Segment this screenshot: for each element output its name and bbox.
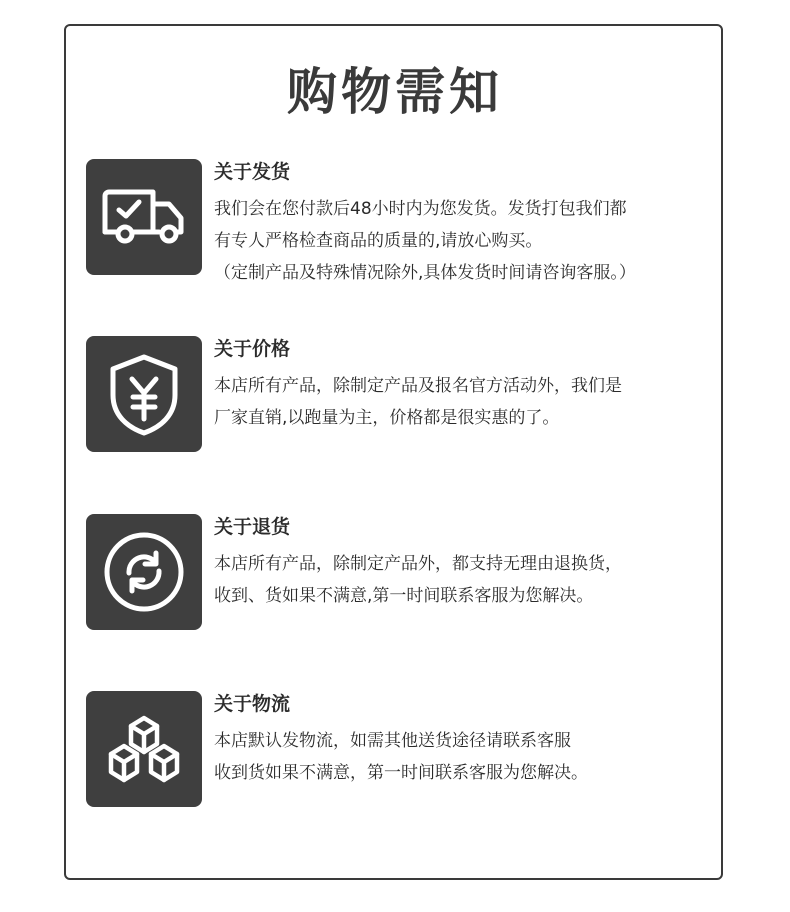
- section-logistics-text: [214, 691, 714, 789]
- page-title: 购物需知: [287, 63, 503, 121]
- section-heading: 关于物流: [214, 693, 291, 715]
- yen-shield-icon: [86, 336, 202, 452]
- section-line: 收到、货如果不满意,第一时间联系客服为您解决。: [214, 586, 594, 606]
- section-line: （定制产品及特殊情况除外,具体发货时间请咨询客服。）: [214, 263, 636, 283]
- delivery-truck-icon: [86, 159, 202, 275]
- section-line: 厂家直销,以跑量为主，价格都是很实惠的了。: [214, 408, 560, 428]
- section-line: 我们会在您付款后48小时内为您发货。发货打包我们都: [214, 199, 627, 219]
- section-heading: 关于退货: [214, 516, 291, 538]
- section-line: 本店默认发物流，如需其他送货途径请联系客服: [214, 731, 571, 751]
- section-line: 有专人严格检查商品的质量的,请放心购买。: [214, 231, 543, 251]
- refresh-cycle-icon: [86, 514, 202, 630]
- section-heading: 关于发货: [214, 161, 291, 183]
- stacked-boxes-icon: [86, 691, 202, 807]
- section-line: 收到货如果不满意，第一时间联系客服为您解决。: [214, 763, 588, 783]
- section-price-text: [214, 336, 714, 434]
- section-line: 本店所有产品，除制定产品及报名官方活动外，我们是: [214, 376, 622, 396]
- section-shipping-text: [214, 159, 714, 289]
- section-returns-text: [214, 514, 714, 612]
- section-line: 本店所有产品，除制定产品外，都支持无理由退换货，: [214, 554, 622, 574]
- section-heading: 关于价格: [214, 338, 291, 360]
